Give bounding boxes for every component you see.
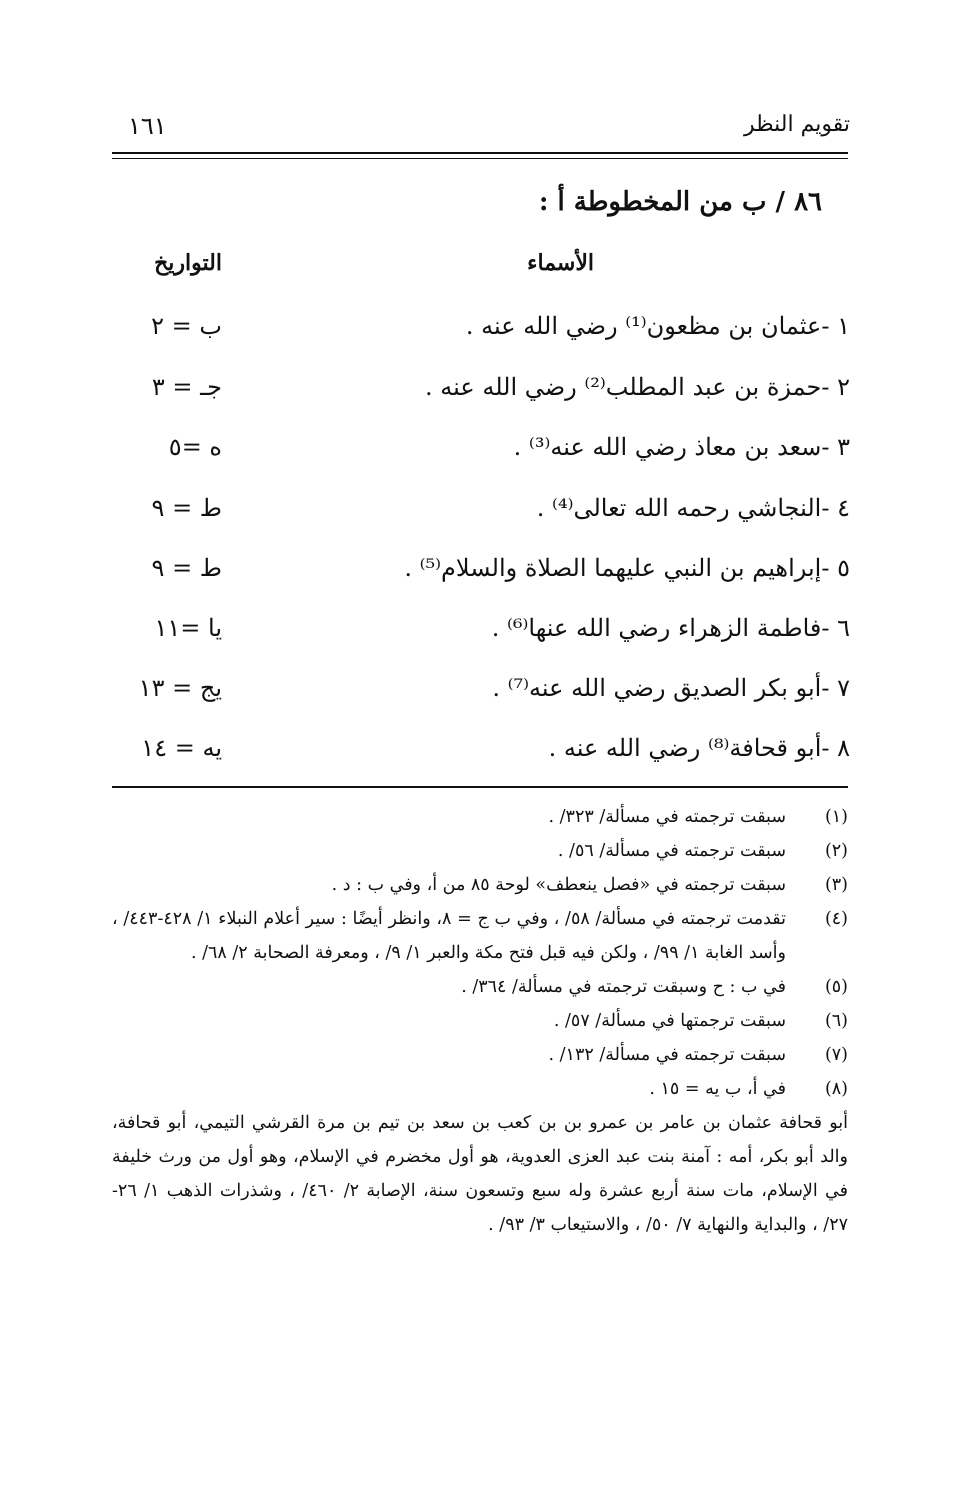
footnote-marker: (٥) xyxy=(824,977,848,997)
list-item xyxy=(0,312,962,372)
entry-date: ط = ٩ xyxy=(151,554,222,582)
footnote-text: سبقت ترجمته في «فصل ينعطف» لوحة ٨٥ من أ، وفي ب : د . xyxy=(331,875,786,895)
entry-date: ه =٥ xyxy=(168,433,222,461)
footnote-rule xyxy=(112,786,848,788)
biography-note: أبو قحافة عثمان بن عامر بن عمرو بن بن كعب بن سعد بن تيم بن مرة القرشي التيمي، أبو قحافة، والد أبو بكر، أمه : آمنة بنت عبد العزى العدوية، هو أول مخضرم في الإسلام، وهو أول من ورث خليفة في الإسلام، مات سنة أربع عشرة وله سبع وتسعون سنة، الإصابة ٢/ ٤٦٠/ ، وشذرات الذهب ١/ ٢٦- ٢٧/ ، والبداية والنهاية ٧/ ٥٠/ ، والاستيعاب ٣/ ٩٣/ . xyxy=(112,1113,848,1235)
footnote xyxy=(112,902,848,970)
section-heading: ٨٦ / ب من المخطوطة أ : xyxy=(538,187,822,217)
footnote-marker: (٧) xyxy=(824,1045,848,1065)
entry-date: يج = ١٣ xyxy=(138,674,222,702)
entry-date: ط = ٩ xyxy=(151,494,222,522)
column-header-names: الأسماء xyxy=(527,250,594,276)
column-header-dates: التواريخ xyxy=(154,250,222,276)
footnote-marker: (٤) xyxy=(824,909,848,929)
footnote xyxy=(112,1038,848,1072)
footnote-text: تقدمت ترجمته في مسألة/ ٥٨/ ، وفي ب ج = ٨، وانظر أيضًا : سير أعلام النبلاء ١/ ٤٢٨-٤٤٣/ ، وأسد الغابة ١/ ٩٩/ ، ولكن فيه قبل فتح مكة والعبر ١/ ٩/ ، ومعرفة الصحابة ٢/ ٦٨/ . xyxy=(112,909,787,963)
entry-name: ٣ -سعد بن معاذ رضي الله عنه⁽³⁾ . xyxy=(513,433,850,461)
footnote xyxy=(112,800,848,834)
entry-name: ٥ -إبراهيم بن النبي عليهما الصلاة والسلام⁽⁵⁾ . xyxy=(404,554,850,582)
footnote-marker: (٣) xyxy=(824,875,848,895)
footnote xyxy=(112,834,848,868)
list-item xyxy=(0,554,962,614)
footnote xyxy=(112,1072,848,1106)
entry-name: ٧ -أبو بكر الصديق رضي الله عنه⁽⁷⁾ . xyxy=(492,674,850,702)
list-item xyxy=(0,494,962,554)
footnote xyxy=(112,970,848,1004)
running-header-title: تقويم النظر xyxy=(743,112,850,137)
entry-date: جـ = ٣ xyxy=(151,373,222,401)
list-item xyxy=(0,734,962,794)
footnote-text: في أ، ب يه = ١٥ . xyxy=(649,1079,786,1099)
header-rule-thick xyxy=(112,152,848,154)
footnote-marker: (٢) xyxy=(824,841,848,861)
list-item xyxy=(0,614,962,674)
footnote-marker: (١) xyxy=(824,807,848,827)
footnote-text: سبقت ترجمته في مسألة/ ١٣٢/ . xyxy=(548,1045,786,1065)
list-item xyxy=(0,674,962,734)
page-number: ١٦١ xyxy=(128,112,167,140)
list-item xyxy=(0,373,962,433)
footnote-text: سبقت ترجمته في مسألة/ ٣٢٣/ . xyxy=(548,807,786,827)
entry-name: ٦ -فاطمة الزهراء رضي الله عنها⁽⁶⁾ . xyxy=(491,614,850,642)
list-item xyxy=(0,433,962,493)
entry-name: ٢ -حمزة بن عبد المطلب⁽²⁾ رضي الله عنه . xyxy=(425,373,850,401)
entry-name: ٨ -أبو قحافة⁽⁸⁾ رضي الله عنه . xyxy=(548,734,850,762)
header-rule-thin xyxy=(112,158,848,159)
footnote-text: سبقت ترجمته في مسألة/ ٥٦/ . xyxy=(557,841,786,861)
footnote-marker: (٨) xyxy=(824,1079,848,1099)
entry-name: ٤ -النجاشي رحمه الله تعالى⁽⁴⁾ . xyxy=(536,494,850,522)
entry-name: ١ -عثمان بن مظعون⁽¹⁾ رضي الله عنه . xyxy=(465,312,850,340)
footnote-text: في ب : ح وسبقت ترجمته في مسألة/ ٣٦٤/ . xyxy=(461,977,786,997)
entry-date: يا =١١ xyxy=(154,614,222,642)
footnote-marker: (٦) xyxy=(824,1011,848,1031)
entry-date: ب = ٢ xyxy=(151,312,222,340)
footnote xyxy=(112,868,848,902)
footnotes xyxy=(112,800,848,1242)
footnote-text: سبقت ترجمتها في مسألة/ ٥٧/ . xyxy=(553,1011,786,1031)
entry-date: يه = ١٤ xyxy=(141,734,222,762)
footnote xyxy=(112,1004,848,1038)
